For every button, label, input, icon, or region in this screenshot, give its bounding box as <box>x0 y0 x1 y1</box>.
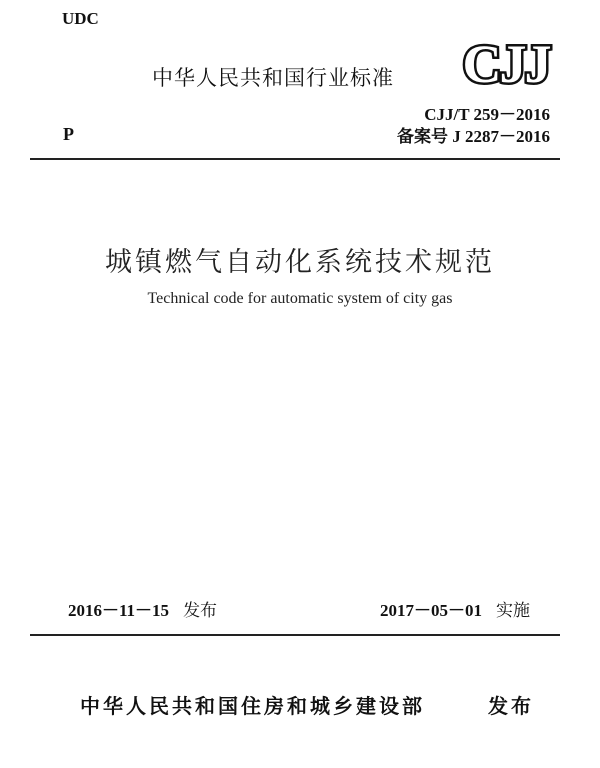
record-number: 备案号 J 2287－2016 <box>397 127 550 146</box>
issuing-action: 发布 <box>488 694 534 718</box>
effective-label: 实施 <box>496 601 530 621</box>
cjj-logo <box>452 36 560 90</box>
issue-label: 发布 <box>183 601 218 621</box>
effective-date-group <box>380 596 530 621</box>
issuing-authority: 中华人民共和国住房和城乡建设部 <box>80 694 425 718</box>
classification-code: P <box>63 124 74 144</box>
industry-standard-heading: 中华人民共和国行业标准 <box>152 66 394 90</box>
logo-text: CJJ <box>462 36 550 90</box>
issue-date: 2016－11－15 <box>68 601 170 620</box>
header-divider <box>30 158 560 160</box>
document-title-chinese: 城镇燃气自动化系统技术规范 <box>105 247 495 278</box>
effective-date: 2017－05－01 <box>380 601 482 620</box>
udc-label: UDC <box>62 9 99 28</box>
issue-date-group <box>68 596 217 621</box>
standard-number-block <box>397 104 550 148</box>
document-title-english: Technical code for automatic system of city gas <box>147 290 453 307</box>
footer-divider <box>30 634 560 636</box>
standard-number: CJJ/T 259－2016 <box>424 105 550 124</box>
